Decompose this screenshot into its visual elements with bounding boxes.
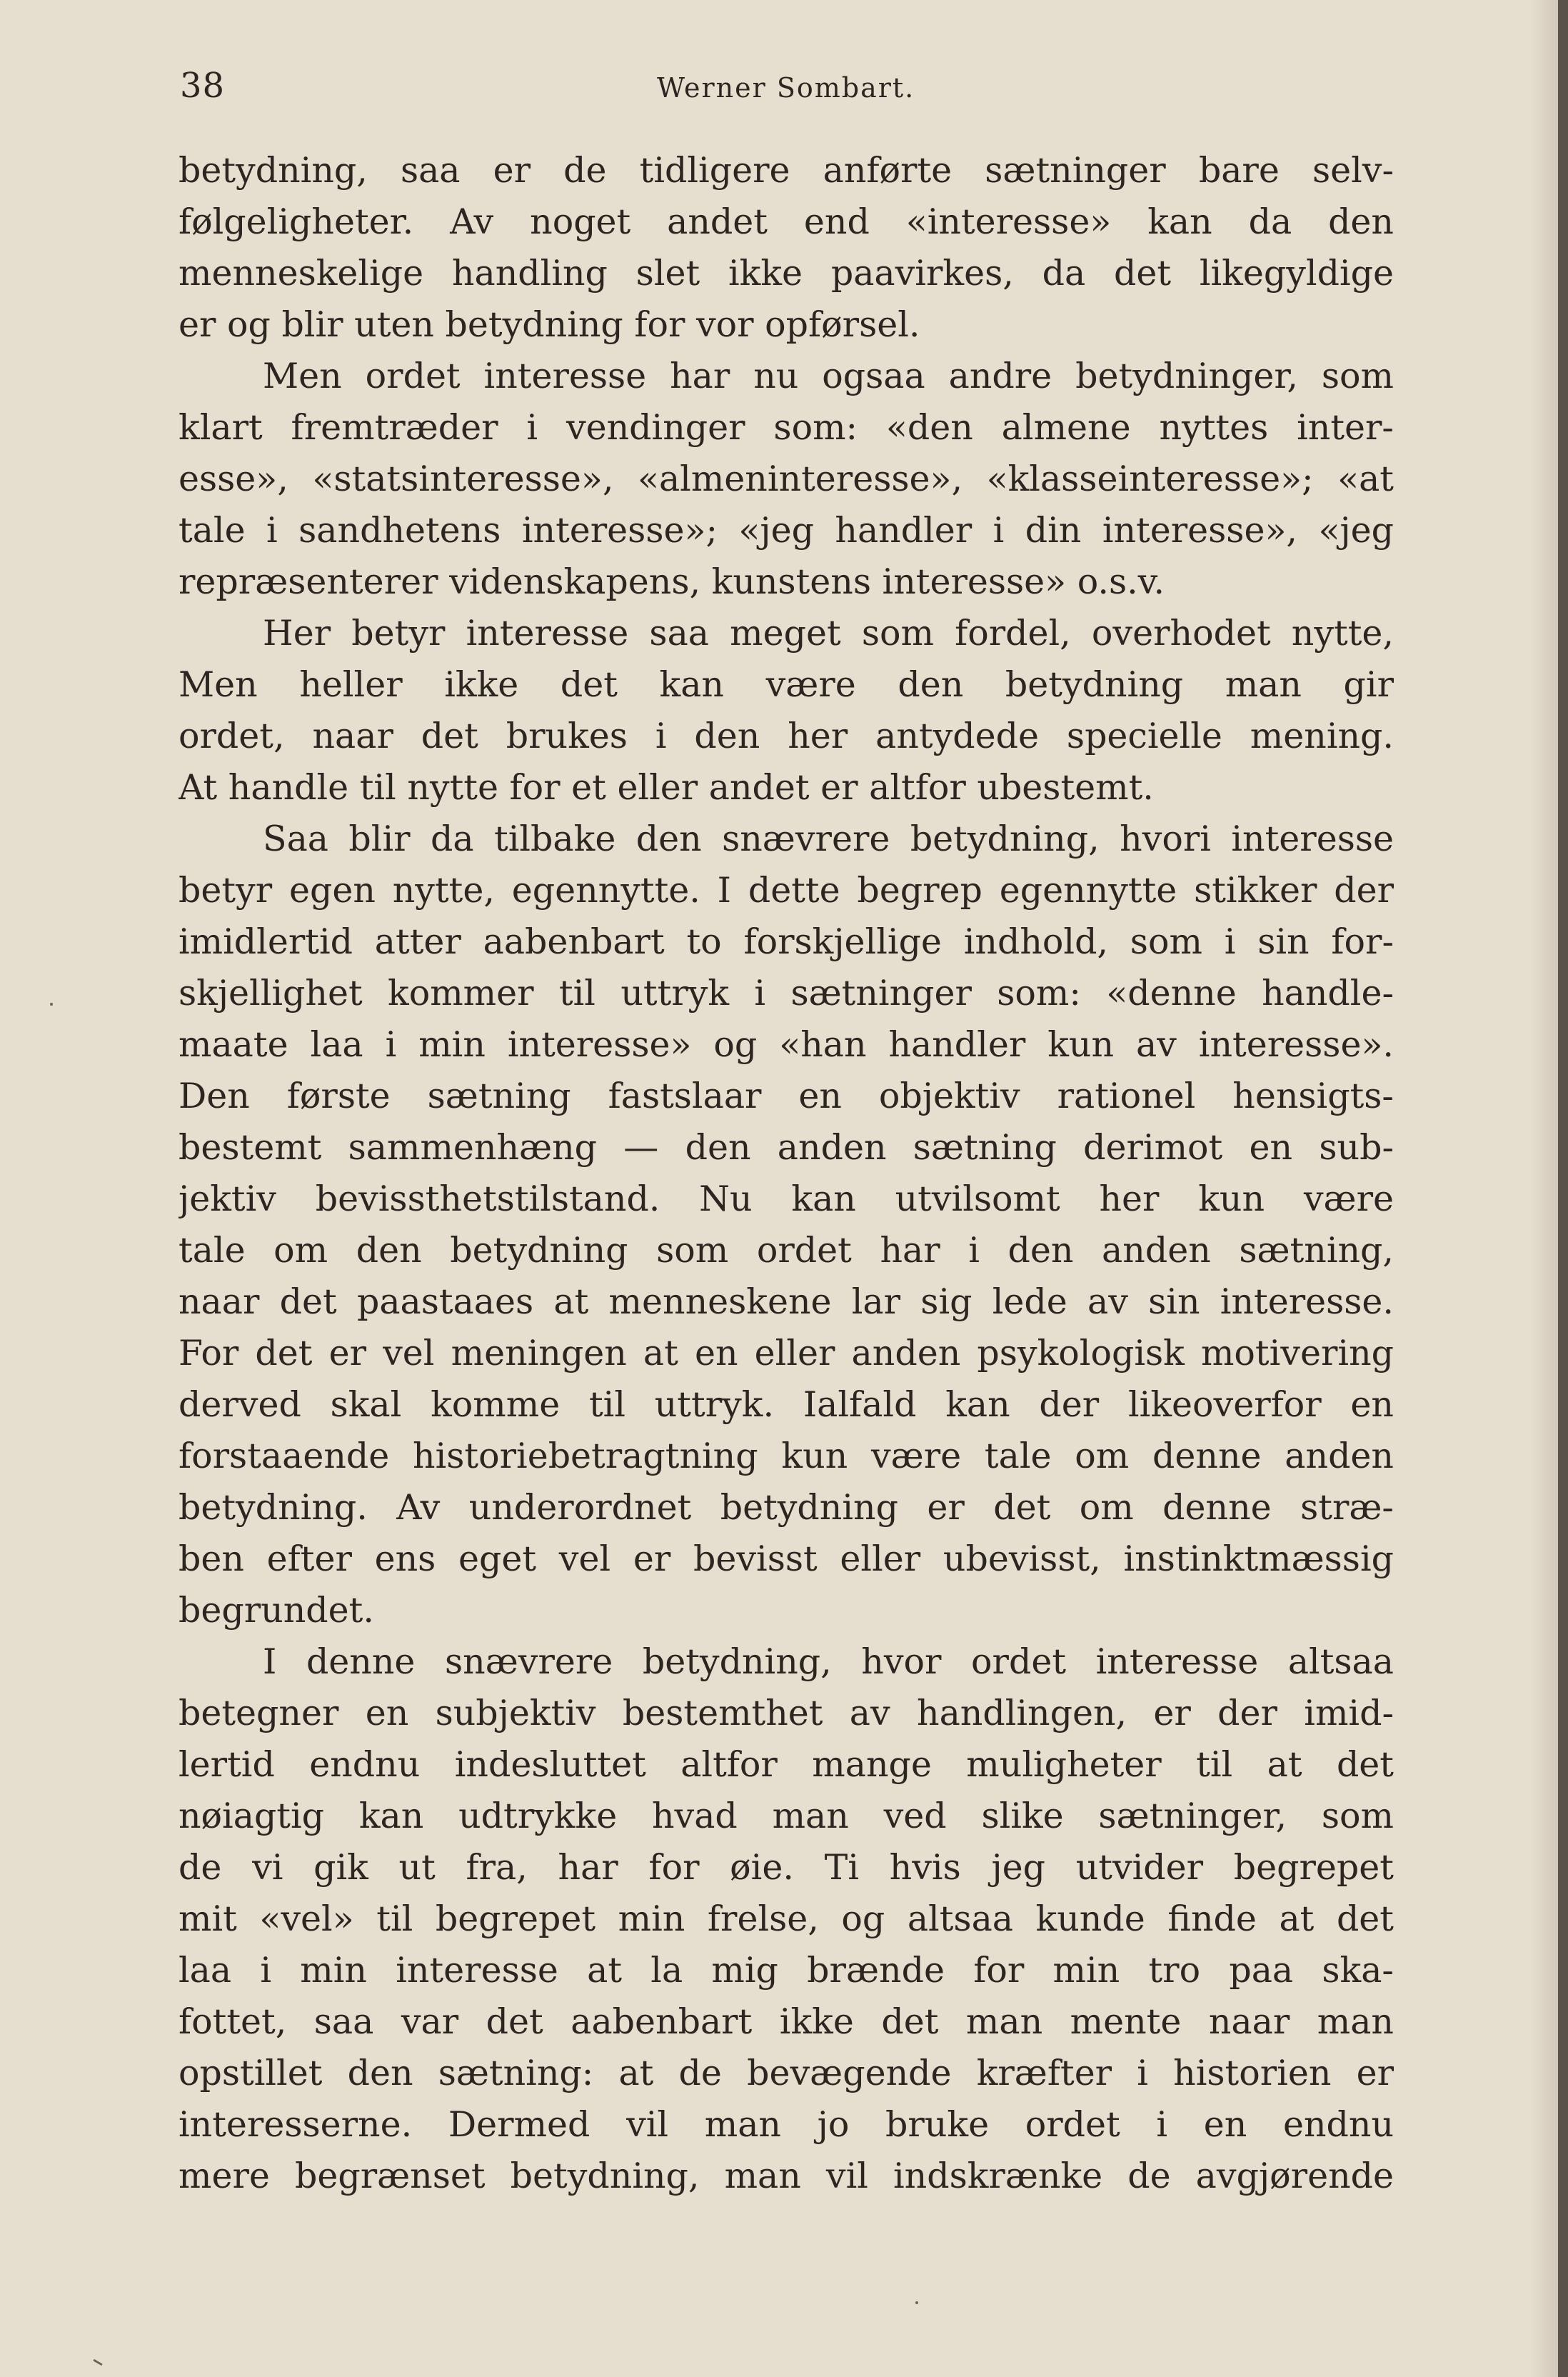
text-line: interesserne. Dermed vil man jo bruke ordet i en endnu: [179, 2104, 1394, 2145]
text-line: Men ordet interesse har nu ogsaa andre betydninger, som: [263, 356, 1394, 396]
text-line: menneskelige handling slet ikke paavirkes, da det likegyldige: [179, 253, 1394, 294]
text-line: I denne snævrere betydning, hvor ordet interesse altsaa: [263, 1641, 1394, 1682]
page-shadow: [1529, 0, 1558, 2377]
text-line: tale om den betydning som ordet har i den anden sætning,: [179, 1230, 1394, 1271]
text-line: begrundet.: [179, 1590, 374, 1631]
text-line: skjellighet kommer til uttryk i sætninger som: «denne handle-: [179, 973, 1394, 1014]
text-line: Her betyr interesse saa meget som fordel, overhodet nytte,: [263, 613, 1394, 654]
text-line: nøiagtig kan udtrykke hvad man ved slike sætninger, som: [179, 1796, 1394, 1836]
text-line: betydning. Av underordnet betydning er det om denne stræ-: [179, 1487, 1394, 1528]
page-edge: [1558, 0, 1568, 2377]
text-line: bestemt sammenhæng — den anden sætning derimot en sub-: [179, 1127, 1394, 1168]
text-line: de vi gik ut fra, har for øie. Ti hvis jeg utvider begrepet: [179, 1847, 1394, 1888]
text-line: fottet, saa var det aabenbart ikke det man mente naar man: [179, 2001, 1394, 2042]
text-line: naar det paastaaes at menneskene lar sig lede av sin interesse.: [179, 1281, 1394, 1322]
text-line: laa i min interesse at la mig brænde for min tro paa ska-: [179, 1950, 1394, 1991]
text-line: opstillet den sætning: at de bevægende kræfter i historien er: [179, 2053, 1394, 2093]
text-line: ben efter ens eget vel er bevisst eller ubevisst, instinktmæssig: [179, 1538, 1394, 1579]
paper-speck: [93, 2359, 103, 2366]
text-line: At handle til nytte for et eller andet er altfor ubestemt.: [179, 767, 1154, 808]
text-line: For det er vel meningen at en eller anden psykologisk motivering: [179, 1333, 1394, 1373]
text-line: betyr egen nytte, egennytte. I dette begrep egennytte stikker der: [179, 870, 1394, 911]
text-line: repræsenterer videnskapens, kunstens interesse» o.s.v.: [179, 561, 1165, 602]
text-line: forstaaende historiebetragtning kun være tale om denne anden: [179, 1436, 1394, 1476]
text-line: esse», «statsinteresse», «almeninteresse», «klasseinteresse»; «at: [179, 459, 1394, 499]
text-line: mere begrænset betydning, man vil indskrænke de avgjørende: [179, 2156, 1394, 2196]
text-line: maate laa i min interesse» og «han handler kun av interesse».: [179, 1024, 1394, 1065]
text-line: følgeligheter. Av noget andet end «interesse» kan da den: [179, 201, 1394, 242]
text-line: jektiv bevissthetstilstand. Nu kan utvilsomt her kun være: [179, 1179, 1394, 1219]
text-line: tale i sandhetens interesse»; «jeg handler i din interesse», «jeg: [179, 510, 1394, 551]
text-line: Men heller ikke det kan være den betydning man gir: [179, 664, 1394, 705]
text-line: klart fremtræder i vendinger som: «den almene nyttes inter-: [179, 407, 1394, 448]
text-line: imidlertid atter aabenbart to forskjellige indhold, som i sin for-: [179, 921, 1394, 962]
running-head: Werner Sombart.: [657, 72, 915, 104]
text-line: Den første sætning fastslaar en objektiv rationel hensigts-: [179, 1076, 1394, 1116]
text-line: derved skal komme til uttryk. Ialfald kan der likeoverfor en: [179, 1384, 1394, 1425]
text-line: betydning, saa er de tidligere anførte sætninger bare selv-: [179, 150, 1394, 191]
text-line: ordet, naar det brukes i den her antydede specielle mening.: [179, 716, 1394, 756]
text-line: lertid endnu indesluttet altfor mange muligheter til at det: [179, 1744, 1394, 1785]
body-text: [179, 145, 1394, 2202]
text-line: er og blir uten betydning for vor opførsel.: [179, 304, 920, 345]
page-number: 38: [180, 66, 226, 106]
text-line: mit «vel» til begrepet min frelse, og altsaa kunde finde at det: [179, 1898, 1394, 1939]
paper-speck: [50, 1003, 53, 1006]
text-line: betegner en subjektiv bestemthet av handlingen, er der imid-: [179, 1693, 1394, 1733]
text-line: Saa blir da tilbake den snævrere betydning, hvori interesse: [263, 819, 1394, 859]
paper-speck: [915, 2301, 918, 2304]
